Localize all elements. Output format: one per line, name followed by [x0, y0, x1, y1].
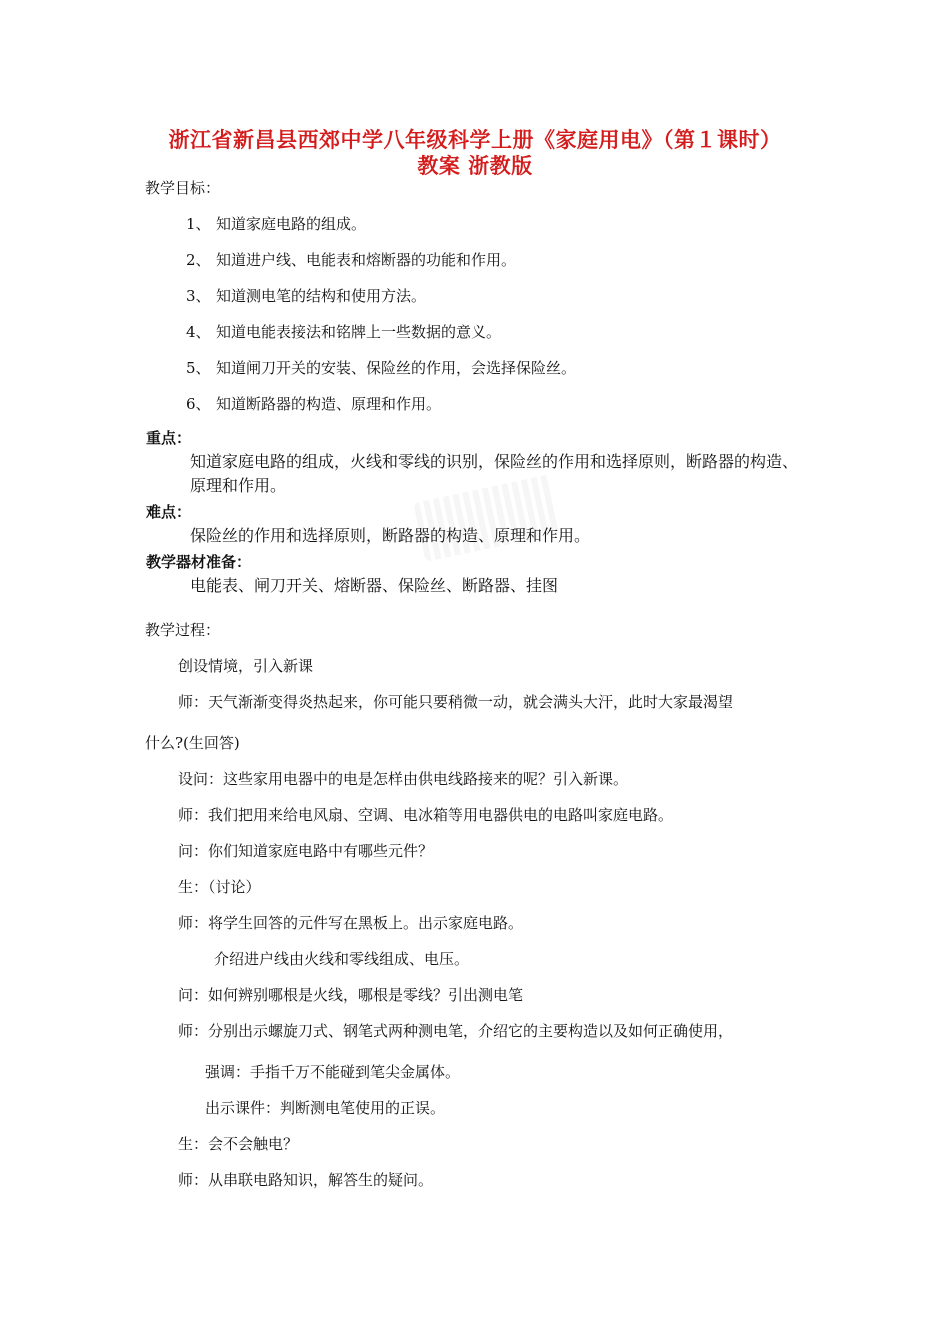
- process-line: 创设情境，引入新课: [178, 657, 314, 675]
- process-heading: 教学过程：: [145, 621, 221, 639]
- difficulties-text: 保险丝的作用和选择原则，断路器的构造、原理和作用。: [190, 526, 591, 545]
- objective-number: 1、: [186, 215, 211, 233]
- objective-item: [186, 322, 501, 342]
- objective-item: [186, 214, 366, 234]
- objectives-heading: 教学目标：: [145, 179, 221, 197]
- process-line: 师：从串联电路知识，解答生的疑问。: [178, 1171, 434, 1189]
- process-line: 问：如何辨别哪根是火线，哪根是零线？引出测电笔: [178, 986, 524, 1004]
- process-line: 师：天气渐渐变得炎热起来，你可能只要稍微一动，就会满头大汗，此时大家最渴望: [178, 693, 734, 711]
- process-line: 生：（讨论）: [178, 878, 261, 896]
- objective-text: 知道家庭电路的组成。: [216, 215, 367, 233]
- objective-number: 2、: [186, 251, 211, 269]
- objective-text: 知道电能表接法和铭牌上一些数据的意义。: [216, 323, 502, 341]
- process-line: 师：我们把用来给电风扇、空调、电冰箱等用电器供电的电路叫家庭电路。: [178, 806, 674, 824]
- objective-text: 知道测电笔的结构和使用方法。: [216, 287, 427, 305]
- process-line: 生：会不会触电？: [178, 1135, 299, 1153]
- process-line: 问：你们知道家庭电路中有哪些元件？: [178, 842, 434, 860]
- objective-item: [186, 250, 516, 270]
- difficulties-heading: 难点：: [146, 503, 192, 521]
- materials-heading: 教学器材准备：: [146, 553, 252, 571]
- key-points-line2: 原理和作用。: [190, 476, 287, 495]
- objective-item: [186, 358, 576, 378]
- faint-watermark: [413, 474, 562, 562]
- objective-text: 知道进户线、电能表和熔断器的功能和作用。: [216, 251, 517, 269]
- process-line: 强调：手指千万不能碰到笔尖金属体。: [205, 1063, 461, 1081]
- key-points-line1: 知道家庭电路的组成，火线和零线的识别，保险丝的作用和选择原则，断路器的构造、: [190, 452, 799, 471]
- objective-number: 3、: [186, 287, 211, 305]
- objective-text: 知道断路器的构造、原理和作用。: [216, 395, 442, 413]
- key-points-heading: 重点：: [146, 429, 192, 447]
- process-line: 设问：这些家用电器中的电是怎样由供电线路接来的呢？引入新课。: [178, 770, 629, 788]
- objective-number: 4、: [186, 323, 211, 341]
- process-line: 介绍进户线由火线和零线组成、电压。: [214, 950, 470, 968]
- materials-text: 电能表、闸刀开关、熔断器、保险丝、断路器、挂图: [190, 576, 559, 595]
- process-line: 师：将学生回答的元件写在黑板上。出示家庭电路。: [178, 914, 524, 932]
- process-line: 什么?(生回答): [145, 734, 240, 752]
- objective-text: 知道闸刀开关的安装、保险丝的作用，会选择保险丝。: [216, 359, 577, 377]
- objective-number: 6、: [186, 395, 211, 413]
- process-line: 出示课件：判断测电笔使用的正误。: [205, 1099, 446, 1117]
- document-title-line1: 浙江省新昌县西郊中学八年级科学上册《家庭用电》（第１课时）: [168, 127, 782, 152]
- process-line: 师：分别出示螺旋刀式、钢笔式两种测电笔，介绍它的主要构造以及如何正确使用，: [178, 1022, 734, 1040]
- document-title-line2: 教案 浙教版: [417, 153, 533, 178]
- objective-item: [186, 286, 426, 306]
- objective-item: [186, 394, 441, 414]
- objective-number: 5、: [186, 359, 211, 377]
